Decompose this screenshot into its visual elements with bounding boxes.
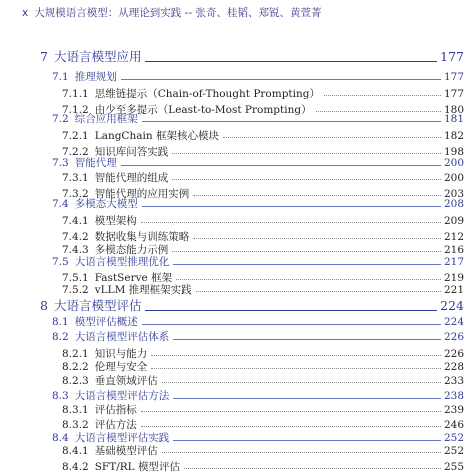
toc-entry-title: 知识库问答实践 <box>94 146 169 158</box>
toc-entry-number: 7.4.2 <box>62 231 89 243</box>
toc-entry-number: 7.4.3 <box>62 244 89 256</box>
toc-entry-number: 8.2.3 <box>62 375 89 387</box>
toc-entry-title: 智能代理的应用实例 <box>94 188 190 200</box>
toc-entry-7[interactable] <box>0 49 474 65</box>
toc-leader-line <box>142 324 441 325</box>
toc-entry-title: 多模态能力示例 <box>94 244 169 256</box>
toc-entry-7-4-1[interactable] <box>0 213 474 229</box>
toc-entry-number: 8.4.2 <box>62 461 89 473</box>
toc-leader-line <box>141 411 441 412</box>
toc-entry-title: 大语言模型评估体系 <box>74 331 170 343</box>
toc-entry-number: 8.4 <box>52 432 69 444</box>
toc-entry-title: 伦理与安全 <box>94 361 148 373</box>
toc-entry-number: 7.4.1 <box>62 215 89 227</box>
toc-entry-label <box>62 373 158 389</box>
toc-entry-title: 智能代理 <box>74 157 117 169</box>
toc-leader-line <box>172 251 441 252</box>
header-mark: x <box>22 7 29 19</box>
toc-entry-page: 217 <box>443 256 464 268</box>
toc-entry-number: 8.1 <box>52 316 69 328</box>
toc-entry-title: 大语言模型评估实践 <box>74 432 170 444</box>
toc-entry-title: 智能代理的组成 <box>94 172 169 184</box>
toc-entry-label <box>62 443 158 459</box>
page-header <box>22 5 321 20</box>
toc-entry-page: 209 <box>443 215 464 227</box>
toc-entry-title: 大语言模型推理优化 <box>74 256 170 268</box>
toc-entry-title: 模型评估概述 <box>74 316 138 328</box>
toc-entry-8-3-1[interactable] <box>0 402 474 418</box>
toc-entry-7-5-2[interactable] <box>0 282 474 298</box>
toc-leader-line <box>145 61 437 62</box>
toc-leader-line <box>172 153 441 154</box>
toc-leader-line <box>142 121 441 122</box>
toc-entry-8-2-3[interactable] <box>0 373 474 389</box>
toc-entry-number: 8.2.1 <box>62 348 89 360</box>
toc-entry-page: 255 <box>443 461 464 473</box>
toc-entry-label <box>62 213 137 229</box>
toc-leader-line <box>173 264 441 265</box>
toc-entry-page: 239 <box>443 404 464 416</box>
toc-entry-title: SFT/RL 模型评估 <box>94 461 180 473</box>
toc-entry-7-1[interactable] <box>0 69 474 85</box>
toc-entry-7-3[interactable] <box>0 155 474 171</box>
toc-entry-page: 203 <box>443 188 464 200</box>
toc-entry-title: 大语言模型评估方法 <box>74 390 170 402</box>
toc-entry-page: 182 <box>443 130 464 142</box>
toc-entry-number: 8.3.1 <box>62 404 89 416</box>
toc-entry-page: 226 <box>443 331 464 343</box>
toc-entry-page: 221 <box>443 284 464 296</box>
toc-entry-page: 226 <box>443 348 464 360</box>
toc-entry-page: 224 <box>440 298 464 313</box>
toc-entry-page: 246 <box>443 419 464 431</box>
toc-entry-label <box>62 459 180 475</box>
toc-entry-title: 大语言模型评估 <box>53 298 142 313</box>
toc-entry-number: 8.2 <box>52 331 69 343</box>
toc-entry-number: 7.2.2 <box>62 146 89 158</box>
toc-entry-number: 8.3 <box>52 390 69 402</box>
toc-entry-page: 238 <box>443 390 464 402</box>
toc-entry-8-1[interactable] <box>0 314 474 330</box>
toc-entry-number: 7 <box>40 49 48 64</box>
toc-entry-7-4[interactable] <box>0 196 474 212</box>
toc-leader-line <box>193 238 441 239</box>
toc-entry-number: 7.3.1 <box>62 172 89 184</box>
toc-leader-line <box>196 291 441 292</box>
toc-entry-title: 评估方法 <box>94 419 137 431</box>
toc-entry-8[interactable] <box>0 298 474 314</box>
toc-leader-line <box>151 368 441 369</box>
toc-leader-line <box>223 137 441 138</box>
toc-entry-page: 180 <box>443 104 464 116</box>
toc-entry-page: 200 <box>443 172 464 184</box>
toc-leader-line <box>176 279 441 280</box>
toc-entry-number: 8.2.2 <box>62 361 89 373</box>
toc-entry-label <box>52 69 117 85</box>
toc-entry-8-2[interactable] <box>0 329 474 345</box>
toc-entry-title: 数据收集与训练策略 <box>94 231 190 243</box>
toc-entry-label <box>52 314 138 330</box>
header-title: 大规模语言模型：从理论到实践 -- 张奇、桂韬、郑锐、黄萱菁 <box>34 7 322 19</box>
toc-entry-number: 7.2 <box>52 113 69 125</box>
toc-entry-label <box>62 86 320 102</box>
toc-entry-number: 7.1 <box>52 71 69 83</box>
toc-entry-number: 7.2.1 <box>62 130 89 142</box>
toc-entry-number: 7.1.2 <box>62 104 89 116</box>
toc-entry-number: 7.1.1 <box>62 88 89 100</box>
toc-entry-label <box>62 170 168 186</box>
toc-leader-line <box>173 398 441 399</box>
toc-entry-title: FastServe 框架 <box>94 272 173 284</box>
toc-leader-line <box>184 468 441 469</box>
toc-entry-number: 8 <box>40 298 48 313</box>
toc-entry-page: 181 <box>443 113 464 125</box>
toc-entry-number: 7.5.1 <box>62 272 89 284</box>
toc-entry-title: 评估指标 <box>94 404 137 416</box>
toc-entry-page: 219 <box>443 272 464 284</box>
toc-entry-page: 216 <box>443 244 464 256</box>
toc-leader-line <box>141 426 441 427</box>
toc-entry-page: 252 <box>443 445 464 457</box>
toc-entry-number: 7.3.2 <box>62 188 89 200</box>
toc-entry-title: 基础模型评估 <box>94 445 158 457</box>
toc-entry-label <box>62 402 137 418</box>
toc-leader-line <box>324 95 441 96</box>
toc-entry-label <box>52 111 138 127</box>
toc-entry-7-3-1[interactable] <box>0 170 474 186</box>
toc-entry-page: 177 <box>440 49 464 64</box>
toc-entry-number: 7.5.2 <box>62 284 89 296</box>
toc-leader-line <box>121 165 441 166</box>
toc-entry-label <box>52 254 169 270</box>
toc-leader-line <box>121 79 441 80</box>
toc-entry-title: 推理规划 <box>74 71 117 83</box>
toc-entry-title: 大语言模型应用 <box>53 49 142 64</box>
toc-entry-page: 208 <box>443 198 464 210</box>
toc-entry-8-4-1[interactable] <box>0 443 474 459</box>
toc-entry-number: 7.3 <box>52 157 69 169</box>
toc-leader-line <box>151 355 441 356</box>
toc-leader-line <box>145 310 437 311</box>
toc-entry-title: 由少至多提示（Least-to-Most Prompting） <box>94 104 312 116</box>
toc-entry-8-4-2[interactable] <box>0 459 474 475</box>
toc-entry-title: vLLM 推理框架实践 <box>94 284 192 296</box>
toc-entry-7-5[interactable] <box>0 254 474 270</box>
toc-entry-label <box>52 329 169 345</box>
toc-entry-title: 模型架构 <box>94 215 137 227</box>
toc-entry-label <box>40 49 141 65</box>
toc-entry-page: 224 <box>443 316 464 328</box>
toc-entry-label <box>62 282 192 298</box>
toc-entry-page: 212 <box>443 231 464 243</box>
toc-entry-title: 多模态大模型 <box>74 198 138 210</box>
toc-entry-7-2[interactable] <box>0 111 474 127</box>
toc-entry-label <box>62 128 219 144</box>
toc-entry-label <box>52 155 117 171</box>
toc-leader-line <box>173 339 441 340</box>
toc-leader-line <box>162 382 441 383</box>
toc-entry-7-2-1[interactable] <box>0 128 474 144</box>
toc-entry-page: 177 <box>443 88 464 100</box>
toc-entry-page: 177 <box>443 71 464 83</box>
toc-entry-number: 8.3.2 <box>62 419 89 431</box>
toc-leader-line <box>141 222 441 223</box>
toc-leader-line <box>162 452 441 453</box>
toc-leader-line <box>142 206 441 207</box>
toc-entry-number: 8.4.1 <box>62 445 89 457</box>
toc-entry-page: 228 <box>443 361 464 373</box>
toc-entry-label <box>52 196 138 212</box>
toc-entry-title: LangChain 框架核心模块 <box>94 130 219 142</box>
toc-entry-title: 综合应用框架 <box>74 113 138 125</box>
toc-entry-page: 233 <box>443 375 464 387</box>
toc-entry-page: 198 <box>443 146 464 158</box>
toc-entry-label <box>40 298 141 314</box>
toc-entry-number: 7.5 <box>52 256 69 268</box>
toc-entry-7-1-1[interactable] <box>0 86 474 102</box>
toc-entry-title: 思维链提示（Chain-of-Thought Prompting） <box>94 88 320 100</box>
toc-leader-line <box>173 440 441 441</box>
toc-entry-number: 7.4 <box>52 198 69 210</box>
toc-leader-line <box>172 179 441 180</box>
toc-entry-title: 知识与能力 <box>94 348 148 360</box>
toc-entry-page: 252 <box>443 432 464 444</box>
toc-entry-title: 垂直领域评估 <box>94 375 158 387</box>
toc-entry-page: 200 <box>443 157 464 169</box>
